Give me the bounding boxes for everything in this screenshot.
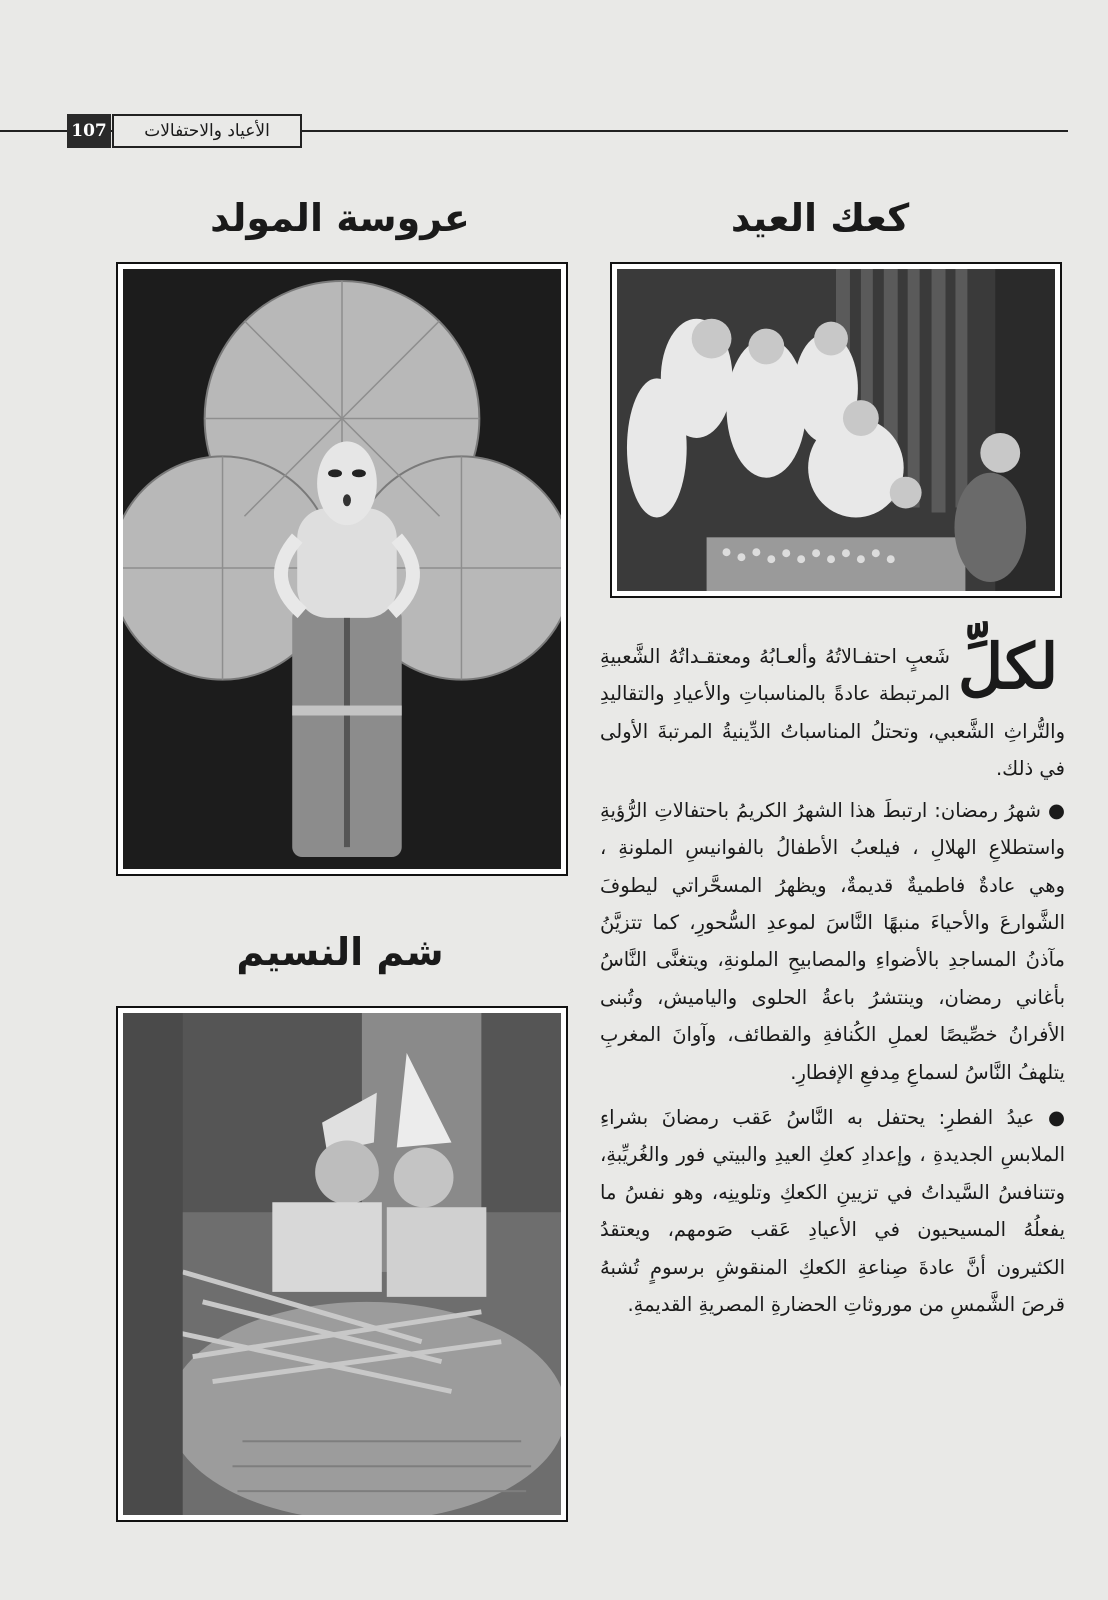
photo-doll-image	[123, 269, 561, 869]
intro-lines	[600, 638, 950, 713]
intro-line-1: شَعبٍ احتفـالاتُهُ وألعـابُهُ ومعتقـداتُهُ الشَّعبيةِ	[600, 645, 950, 668]
heading-doll: عروسة المولد	[210, 196, 470, 240]
page-number: 107	[67, 114, 111, 148]
heading-kahk: كعك العيد	[730, 196, 910, 240]
section-title: الأعياد والاحتفالات	[112, 114, 302, 148]
dropcap: لكلِّ	[958, 630, 1059, 703]
photo-kahk-children	[610, 262, 1062, 598]
photo-shamm-nessim	[116, 1006, 568, 1522]
article-body	[600, 713, 1065, 1324]
intro-rest: والتُّراثِ الشَّعبي، وتحتلُ المناسباتُ الدِّينيةُ المرتبةَ الأولى في ذلك.	[600, 720, 1065, 781]
paragraph-eid-al-fitr: ● عيدُ الفطرِ: يحتفل به النَّاسُ عَقب رمضانَ بشراءِ الملابسِ الجديدةِ ، وإعدادِ كعكِ العيدِ والبيتي فور والغُريِّبةِ، وتتنافسُ السَّيداتُ في تزيينِ الكعكِ وتلوينِه، وهو نفسُ ما يفعلُهُ المسيحيون في الأعيادِ عَقب صَومهم، ويعتقدُ الكثيرون أنَّ عادةَ صِناعةِ الكعكِ المنقوشِ برسومٍ تُشبهُ قرصَ الشَّمسِ من موروثاتِ الحضارةِ المصريةِ القديمةِ.	[600, 1106, 1065, 1317]
heading-shamm: شم النسيم	[236, 930, 444, 974]
photo-shamm-image	[123, 1013, 561, 1515]
intro-line-2: المرتبطة عادةً بالمناسباتِ والأعيادِ والتقاليدِ	[600, 682, 950, 706]
photo-mawlid-doll	[116, 262, 568, 876]
photo-kahk-image	[617, 269, 1055, 591]
paragraph-ramadan: ● شهرُ رمضان: ارتبطَ هذا الشهرُ الكريمُ باحتفالاتِ الرُّؤيةِ واستطلاعِ الهلالِ ، فيلعبُ الأطفالُ بالفوانيسِ الملونةِ ، وهي عادةٌ فاطميةٌ قديمةٌ، ويظهرُ المسحَّراتي ليطوفَ الشَّوارعَ والأحياءَ منبهًا النَّاسَ لموعدِ السُّحورِ، كما تتزيَّنُ مآذنُ المساجدِ بالأضواءِ والمصابيحِ الملونةِ، ويتغنَّى النَّاسُ بأغاني رمضان، وينتشرُ باعةُ الحلوى والياميش، وتُبنى الأفرانُ خصِّيصًا لعملِ الكُنافةِ والقطائف، وآوانَ المغربِ يتلهفُ النَّاسُ لسماعِ مِدفعِ الإفطارِ.	[600, 798, 1065, 1084]
